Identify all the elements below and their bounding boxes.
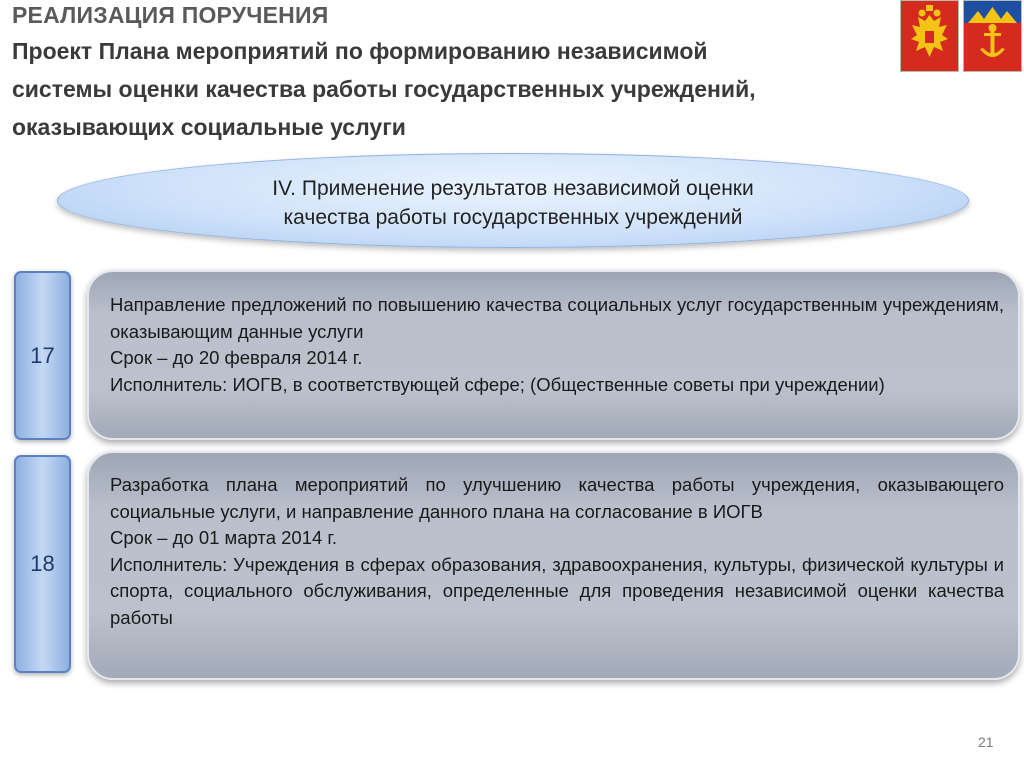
- subtitle-line: Проект Плана мероприятий по формированию независимой: [12, 38, 708, 64]
- measure-executor: Исполнитель: ИОГВ, в соответствующей сфере; (Общественные советы при учреждении): [110, 373, 885, 395]
- measure-item-text: [110, 472, 1004, 631]
- section-heading-line: IV. Применение результатов независимой оценки: [272, 177, 754, 200]
- subtitle-line: оказывающих социальные услуги: [12, 114, 406, 140]
- item-number-badge: 18: [14, 455, 71, 673]
- measure-executor: Исполнитель: Учреждения в сферах образования, здравоохранения, культуры, физической культуры и спорта, социального обслуживания, определенные для проведения независимой оценки качества работы: [110, 553, 1004, 628]
- measure-deadline: Срок – до 20 февраля 2014 г.: [110, 347, 363, 368]
- measure-description: Направление предложений по повышению качества социальных услуг государственным учреждениям, оказывающим данные услуги: [110, 294, 1004, 342]
- section-heading: [58, 174, 968, 232]
- murmansk-region-coat-of-arms-icon: [963, 0, 1022, 72]
- section-heading-oval: [57, 153, 969, 248]
- measure-description: Разработка плана мероприятий по улучшению качества работы учреждения, оказывающего социальные услуги, и направление данного плана на согласование в ИОГВ: [110, 474, 1004, 522]
- section-heading-line: качества работы государственных учреждений: [283, 206, 743, 229]
- measure-deadline: Срок – до 01 марта 2014 г.: [110, 527, 338, 548]
- measure-item: [87, 451, 1020, 680]
- emblems: [900, 0, 1024, 72]
- page-title: РЕАЛИЗАЦИЯ ПОРУЧЕНИЯ: [12, 2, 329, 28]
- measure-item-text: [110, 292, 1004, 398]
- page-number: 21: [978, 734, 994, 750]
- measure-item: [87, 270, 1020, 440]
- subtitle-line: системы оценки качества работы государственных учреждений,: [12, 76, 756, 102]
- item-number-badge: 17: [14, 271, 71, 440]
- page-subtitle: [12, 32, 892, 146]
- russia-coat-of-arms-icon: [900, 0, 959, 72]
